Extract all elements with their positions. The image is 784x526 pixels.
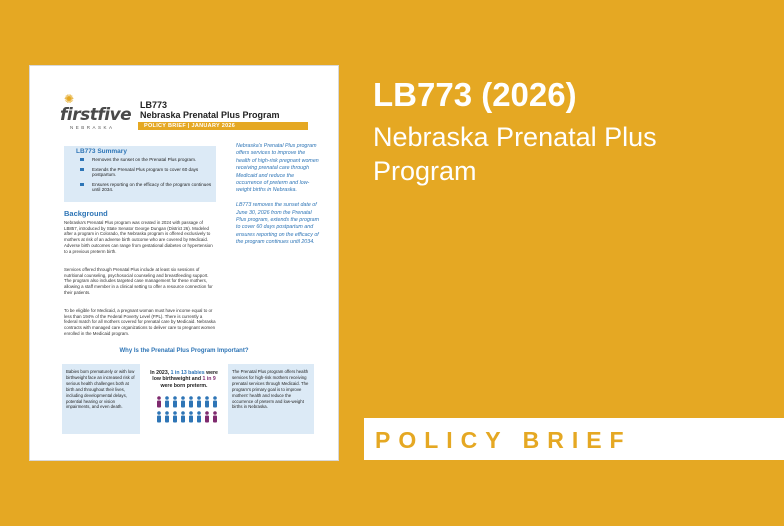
why-heading: Why Is the Prenatal Plus Program Important? <box>119 348 249 354</box>
document-preview <box>30 66 338 460</box>
person-icon <box>173 411 177 422</box>
policy-brief-label: POLICY BRIEF <box>375 427 632 453</box>
person-icon <box>189 411 193 422</box>
person-icon <box>213 396 217 407</box>
program-panel: The Prenatal Plus program offers health services for high-risk mothers receiving prenatal services through Medicaid. The program's primary goal is to improve mothers' health and reduce the occurrence of preterm and low-weight births in Nebraska. <box>228 364 314 434</box>
sidebar-quote: Nebraska's Prenatal Plus program offers services to improve the health of high-risk pregnant women receiving prenatal care through Medicaid and reduce the occurrence of preterm and low-weight births in Nebraska. LB773 removes the sunset date of June 30, 2026 from the Prenatal Plus program, extends the program to cover 60 days postpartum and ensures reporting on the efficacy of the program continues until 2034. <box>236 143 320 246</box>
background-heading: Background <box>64 209 108 218</box>
person-icon <box>181 411 185 422</box>
policy-band <box>138 122 308 130</box>
policy-band-label: POLICY BRIEF | JANUARY 2026 <box>144 123 236 129</box>
summary-item: Ensures reporting on the efficacy of the program continues until 2034. <box>76 182 212 193</box>
bullet-icon <box>80 158 84 161</box>
first-five-logo <box>60 93 130 133</box>
person-icon <box>157 396 161 407</box>
person-icon <box>157 411 161 422</box>
bill-code: LB773 (2026) <box>373 76 577 113</box>
summary-list <box>76 157 212 197</box>
person-icon <box>189 396 193 407</box>
background-paragraph: Services offered through Prenatal Plus include at least six sessions of nutritional counseling, psychosocial counseling and breastfeeding support. The program also includes targeted case management for these mothers, allowing a staff member in a clinical setting to offer a resource connection for their patients. <box>64 267 213 295</box>
person-icon <box>205 411 209 422</box>
logo-word: firstfive <box>60 105 132 125</box>
summary-heading: LB773 Summary <box>76 148 127 155</box>
summary-item: Extends the Prenatal Plus program to cover 60 days postpartum. <box>76 167 212 178</box>
person-icon <box>213 411 217 422</box>
bullet-icon <box>80 183 84 186</box>
person-icon <box>173 396 177 407</box>
person-icon <box>165 411 169 422</box>
people-icon-grid <box>154 394 220 426</box>
bullet-icon <box>80 168 84 171</box>
background-paragraph: Nebraska's Prenatal Plus program was created in 2024 with passage of LB857, introduced by State Senator George Dungan (District 26). Modeled after a program in Colorado, the Nebraska program is offered exclusively to mothers at risk of an adverse birth outcome who are covered by Medicaid. Adverse birth outcomes can range from gestational diabetes or hypertension to a previous preterm birth. <box>64 220 213 254</box>
person-icon <box>154 394 220 426</box>
summary-item: Removes the sunset on the Prenatal Plus program. <box>76 157 212 163</box>
program-title: Nebraska Prenatal Plus Program <box>373 122 657 186</box>
person-icon <box>197 396 201 407</box>
sunburst-icon: ✺ <box>64 92 75 106</box>
policy-brief-banner <box>364 418 784 460</box>
person-icon <box>165 396 169 407</box>
person-icon <box>205 396 209 407</box>
stats-text: In 2023, 1 in 13 babies were low birthweight and 1 in 9 were born preterm. <box>150 370 218 389</box>
person-icon <box>197 411 201 422</box>
person-icon <box>181 396 185 407</box>
doc-bill-code: LB773 <box>140 100 168 110</box>
stats-panel <box>144 364 224 434</box>
summary-box <box>64 146 216 202</box>
logo-subtitle: NEBRASKA <box>70 125 115 130</box>
risk-panel: Babies born prematurely or with low birthweight face an increased risk of serious health challenges both at birth and throughout their lives, including developmental delays, potential hearing or vision impairments, and even death. <box>62 364 140 434</box>
doc-title: Nebraska Prenatal Plus Program <box>140 110 280 120</box>
background-paragraph: To be eligible for Medicaid, a pregnant woman must have income equal to or less than 194% of the Federal Poverty Level (FPL). There is currently a federal match for all mothers covered for prenatal care by Medicaid. Nebraska contracts with managed care organizations to deliver care to pregnant women enrolled in the Medicaid program. <box>64 308 216 336</box>
